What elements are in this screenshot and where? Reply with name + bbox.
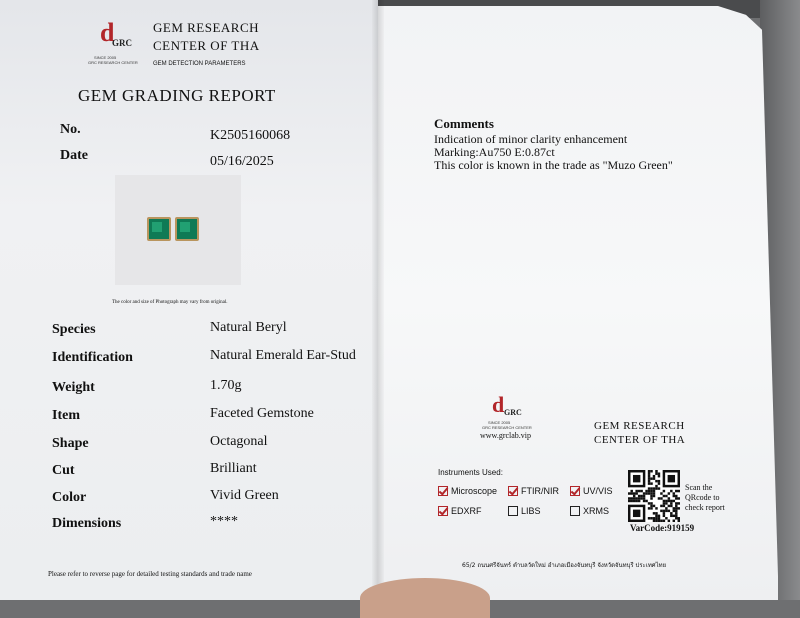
lab-name-line2: CENTER OF THA [153, 38, 260, 53]
qr-code[interactable] [628, 470, 680, 522]
instrument-label: Microscope [451, 486, 498, 496]
comments-line-3: This color is known in the trade as "Muzo Green" [434, 158, 673, 172]
report-number: K2505160068 [210, 128, 291, 143]
lab-name-small-line1: GEM RESEARCH [594, 420, 685, 432]
checkbox-icon [508, 486, 518, 496]
instrument-label: FTIR/NIR [521, 486, 559, 496]
instrument-microscope [438, 486, 497, 496]
page-fold [372, 0, 384, 600]
lab-website: www.grclab.vip [480, 431, 532, 440]
footer-note: Please refer to reverse page for detailed testing standards and trade name [48, 570, 252, 578]
instrument-edxrf [438, 506, 482, 516]
instruments-heading: Instruments Used: [438, 468, 503, 477]
qr-code-graphic [628, 470, 680, 522]
photo-note: The color and size of Photograph may vary from original. [112, 300, 228, 305]
lab-tagline: GEM DETECTION PARAMETERS [153, 61, 246, 67]
field-value-identification: Natural Emerald Ear-Stud [210, 348, 356, 363]
logo-abbr-small: GRC [504, 408, 522, 417]
comments-line-1: Indication of minor clarity enhancement [434, 132, 628, 146]
checkbox-icon [570, 506, 580, 516]
field-label-item: Item [52, 408, 80, 423]
report-title: GEM GRADING REPORT [78, 86, 276, 105]
instrument-libs [508, 506, 541, 516]
lab-name-line1: GEM RESEARCH [153, 20, 260, 35]
checkbox-icon [508, 506, 518, 516]
logo-mark-small: d [492, 392, 505, 417]
lab-address: 65/2 ถนนศรีจันทร์ ตำบลวัดใหม่ อำเภอเมืองจันทบุรี จังหวัดจันทบุรี ประเทศไทย [462, 562, 667, 569]
comments-heading: Comments [434, 116, 494, 131]
logo-since-small: SINCE 2005 [488, 420, 511, 425]
scan-line-1: Scan the [685, 483, 713, 492]
logo-since: SINCE 2005 [94, 55, 117, 60]
gem-photograph [115, 175, 241, 285]
instrument-label: EDXRF [451, 506, 482, 516]
instrument-label: UV/VIS [583, 486, 613, 496]
field-label-species: Species [52, 322, 96, 337]
field-label-shape: Shape [52, 436, 89, 451]
scan-line-2: QRcode to [685, 493, 720, 502]
instrument-label: LIBS [521, 506, 541, 516]
logo-center-small: GRC RESEARCH CENTER [482, 425, 532, 430]
emerald-stud-right [175, 217, 199, 241]
field-value-dimensions: **** [210, 514, 238, 529]
field-label-cut: Cut [52, 463, 75, 478]
field-value-species: Natural Beryl [210, 320, 287, 335]
field-value-color: Vivid Green [210, 488, 279, 503]
field-value-weight: 1.70g [210, 378, 242, 393]
scan-line-3: check report [685, 503, 725, 512]
no-label: No. [60, 122, 81, 137]
var-code: VarCode:919159 [630, 523, 695, 533]
field-value-shape: Octagonal [210, 434, 268, 449]
report-date: 05/16/2025 [210, 154, 274, 169]
emerald-stud-left [147, 217, 171, 241]
logo-abbr: GRC [112, 38, 132, 48]
field-label-color: Color [52, 490, 87, 505]
field-label-identification: Identification [52, 350, 133, 365]
instrument-ftir-nir [508, 486, 559, 496]
date-label: Date [60, 148, 88, 163]
checkbox-icon [438, 506, 448, 516]
field-value-cut: Brilliant [210, 461, 257, 476]
field-label-dimensions: Dimensions [52, 516, 122, 531]
logo-center: GRC RESEARCH CENTER [88, 60, 138, 65]
logo-mark: d [100, 18, 115, 47]
instrument-uv-vis [570, 486, 613, 496]
field-label-weight: Weight [52, 380, 95, 395]
instrument-label: XRMS [583, 506, 610, 516]
comments-line-2: Marking:Au750 E:0.87ct [434, 145, 555, 159]
lab-name-small-line2: CENTER OF THA [594, 434, 686, 446]
thumb [360, 578, 490, 618]
checkbox-icon [570, 486, 580, 496]
instrument-xrms [570, 506, 609, 516]
field-value-item: Faceted Gemstone [210, 406, 314, 421]
checkbox-icon [438, 486, 448, 496]
